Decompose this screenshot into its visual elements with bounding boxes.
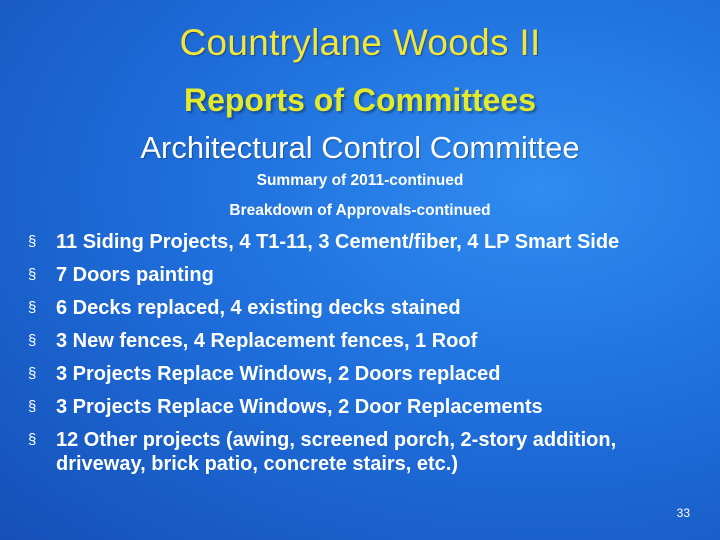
- bullet-text: 3 Projects Replace Windows, 2 Door Replacements: [56, 396, 543, 418]
- slide-subtitle: Reports of Committees: [183, 82, 537, 118]
- bullet-item: [28, 263, 668, 287]
- bullet-marker-icon: §: [28, 233, 37, 250]
- bullet-text: 3 New fences, 4 Replacement fences, 1 Roof: [56, 330, 478, 352]
- bullet-text: 6 Decks replaced, 4 existing decks stained: [56, 297, 461, 319]
- bullet-item: [28, 329, 668, 353]
- bullet-text: 3 Projects Replace Windows, 2 Doors replaced: [56, 363, 501, 385]
- bullet-item: [28, 395, 668, 419]
- section-heading: Architectural Control Committee: [140, 130, 580, 165]
- slide-title: Countrylane Woods II: [179, 22, 541, 63]
- summary-line: Summary of 2011-continued: [256, 172, 464, 189]
- bullet-list: [28, 230, 668, 485]
- breakdown-line: Breakdown of Approvals-continued: [229, 202, 491, 219]
- bullet-marker-icon: §: [28, 266, 37, 283]
- bullet-text: 12 Other projects (awing, screened porch, 2-story addition, driveway, brick patio, concrete stairs, etc.): [56, 429, 617, 475]
- bullet-text: 11 Siding Projects, 4 T1-11, 3 Cement/fiber, 4 LP Smart Side: [56, 231, 620, 253]
- page-number: 33: [676, 506, 690, 520]
- bullet-marker-icon: §: [28, 332, 37, 349]
- bullet-marker-icon: §: [28, 431, 37, 448]
- bullet-item: [28, 428, 668, 476]
- bullet-item: [28, 296, 668, 320]
- bullet-marker-icon: §: [28, 398, 37, 415]
- bullet-marker-icon: §: [28, 365, 37, 382]
- bullet-text: 7 Doors painting: [56, 264, 214, 286]
- bullet-item: [28, 230, 668, 254]
- bullet-marker-icon: §: [28, 299, 37, 316]
- bullet-item: [28, 362, 668, 386]
